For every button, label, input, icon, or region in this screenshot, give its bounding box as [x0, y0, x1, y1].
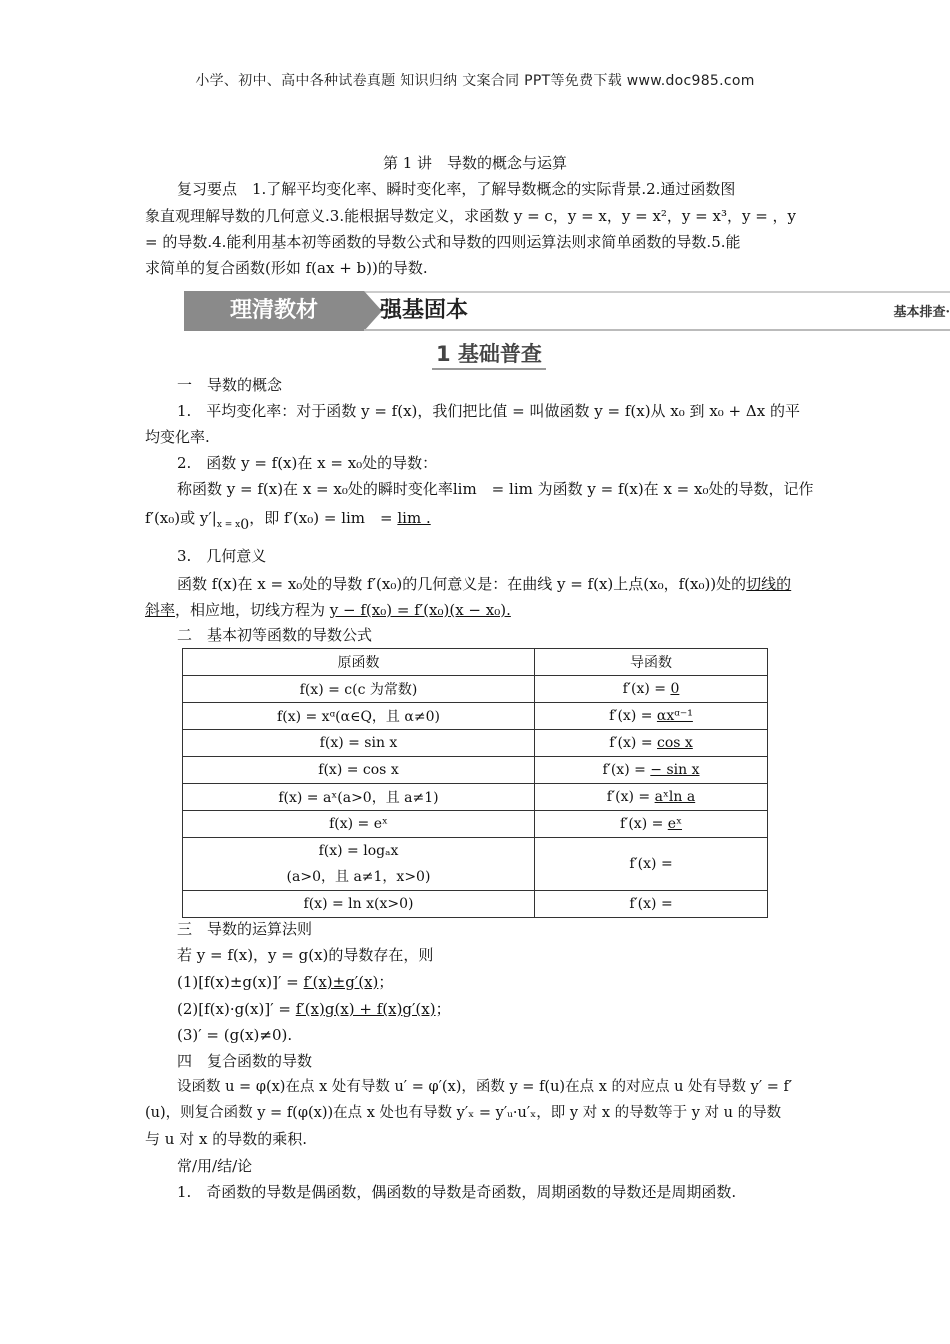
rule-1-lhs: (1)[f(x)±g(x)]′ =: [177, 973, 304, 991]
s1-p4-underline: lim .: [397, 509, 431, 527]
deriv-answer: cos x: [657, 735, 693, 751]
deriv-answer: aˣln a: [654, 789, 696, 805]
rule-2-lhs: (2)[f(x)·g(x)]′ =: [177, 1000, 296, 1018]
table-row: [183, 730, 768, 757]
table-row: [183, 676, 768, 703]
fn-line-2: (a>0，且 a≠1，x>0): [286, 869, 431, 885]
table-header: 原函数: [183, 649, 535, 676]
table-row: [183, 838, 768, 891]
section-banner: [184, 291, 950, 331]
table-row: [183, 891, 768, 918]
s1-p4c: ，即 f′(x₀) = lim =: [249, 509, 398, 527]
fn-line-1: f(x) = logₐx: [318, 843, 399, 859]
s1-p3: 称函数 y = f(x)在 x = x₀处的瞬时变化率lim = lim 为函数 y = f(x)在 x = x₀处的导数，记作: [177, 480, 814, 498]
table-cell-fn: f(x) = c(c 为常数): [183, 676, 535, 703]
s4-p2: (u)，则复合函数 y = f(φ(x))在点 x 处也有导数 y′ₓ = y′ᵤ·u′ₓ，即 y 对 x 的导数等于 y 对 u 的导数: [145, 1105, 782, 1121]
subheading: 1 基础普查: [432, 338, 546, 370]
deriv-prefix: f′(x) =: [629, 896, 673, 912]
deriv-prefix: f′(x) =: [602, 762, 651, 778]
s5-p1: 1. 奇函数的导数是偶函数，偶函数的导数是奇函数，周期函数的导数还是周期函数.: [177, 1183, 737, 1201]
banner-left-label: 理清教材: [184, 291, 364, 331]
section-2-heading: 二 基本初等函数的导数公式: [177, 626, 373, 644]
table-cell-fn: f(x) = xᵅ(α∈Q，且 α≠0): [183, 703, 535, 730]
deriv-answer: − sin x: [650, 762, 700, 778]
table-cell-fn: f(x) = sin x: [183, 730, 535, 757]
derivative-table: [182, 648, 768, 918]
rule-1-end: ；: [378, 973, 394, 991]
table-row: [183, 757, 768, 784]
table-cell-deriv: [535, 891, 768, 918]
intro-line-1: 复习要点 1.了解平均变化率、瞬时变化率，了解导数概念的实际背景.2.通过函数图: [177, 180, 736, 198]
table-cell-fn: f(x) = eˣ: [183, 811, 535, 838]
table-cell-deriv: [535, 838, 768, 891]
s1-p2: 2. 函数 y = f(x)在 x = x₀处的导数：: [177, 454, 438, 472]
s1-p7a: ，相应地，切线方程为: [175, 601, 330, 619]
intro-line-2: 象直观理解导数的几何意义.3.能根据导数定义，求函数 y = c，y = x，y = x²，y = x³，y = ，y: [145, 207, 797, 225]
s1-p6-underline: 切线的: [746, 575, 792, 593]
deriv-prefix: f′(x) =: [629, 856, 673, 872]
table-header: 导函数: [535, 649, 768, 676]
table-cell-fn: [183, 838, 535, 891]
section-3-heading: 三 导数的运算法则: [177, 920, 313, 938]
page-header: 小学、初中、高中各种试卷真题 知识归纳 文案合同 PPT等免费下载 www.doc985.com: [195, 73, 755, 89]
s1-p6a: 函数 f(x)在 x = x₀处的导数 f′(x₀)的几何意义是：在曲线 y = f(x)上点(x₀，f(x₀))处的: [177, 575, 747, 593]
deriv-prefix: f′(x) =: [619, 816, 668, 832]
s1-p5: 3. 几何意义: [177, 547, 267, 565]
s1-p4: [145, 505, 807, 538]
s3-rule-1: [145, 969, 839, 995]
s1-p7-underline-1: 斜率: [145, 601, 176, 619]
s3-p1: 若 y = f(x)，y = g(x)的导数存在，则: [177, 946, 434, 964]
table-cell-deriv: [535, 784, 768, 811]
lesson-title: 第 1 讲 导数的概念与运算: [382, 154, 568, 172]
table-row: [183, 703, 768, 730]
deriv-answer: 0: [670, 681, 680, 697]
s1-p4a: f′(x₀)或 y′|: [145, 509, 217, 527]
rule-1-answer: f′(x)±g′(x): [303, 973, 379, 991]
table-cell-deriv: [535, 730, 768, 757]
banner-right-label: 基本排查·: [893, 305, 950, 320]
rule-2-answer: f′(x)g(x) + f(x)g′(x): [295, 1000, 436, 1018]
table-row: [183, 784, 768, 811]
s3-rule-2: [145, 996, 839, 1022]
deriv-prefix: f′(x) =: [606, 789, 655, 805]
table-row: [183, 811, 768, 838]
deriv-answer: eˣ: [667, 816, 683, 832]
intro-line-3: = 的导数.4.能利用基本初等函数的导数公式和导数的四则运算法则求简单函数的导数.5.能: [145, 233, 741, 251]
s1-p7-underline-2: y − f(x₀) = f′(x₀)(x − x₀).: [329, 601, 511, 619]
table-cell-deriv: [535, 703, 768, 730]
rule-2-end: ；: [435, 1000, 451, 1018]
deriv-prefix: f′(x) =: [609, 708, 657, 724]
table-cell-fn: f(x) = cos x: [183, 757, 535, 784]
table-cell-deriv: [535, 676, 768, 703]
deriv-prefix: f′(x) =: [622, 681, 671, 697]
s1-p1b: 均变化率.: [145, 428, 210, 446]
table-cell-deriv: [535, 757, 768, 784]
deriv-prefix: f′(x) =: [609, 735, 657, 751]
section-1-heading: 一 导数的概念: [177, 376, 283, 394]
s4-p1: 设函数 u = φ(x)在点 x 处有导数 u′ = φ′(x)，函数 y = f(u)在点 x 的对应点 u 处有导数 y′ = f′: [177, 1079, 793, 1095]
s4-p3: 与 u 对 x 的导数的乘积.: [145, 1130, 307, 1148]
banner-mid-label: 强基固本: [380, 298, 469, 323]
section-4-heading: 四 复合函数的导数: [177, 1052, 313, 1070]
s1-p7: [145, 597, 807, 623]
table-cell-deriv: [535, 811, 768, 838]
table-cell-fn: f(x) = aˣ(a>0，且 a≠1): [183, 784, 535, 811]
s1-p6: [145, 571, 839, 597]
table-cell-fn: f(x) = ln x(x>0): [183, 891, 535, 918]
table-header-row: [183, 649, 768, 676]
deriv-answer: αxᵅ⁻¹: [656, 708, 693, 724]
s1-p4-sub: x = x: [216, 520, 241, 530]
s1-p1a: 1. 平均变化率：对于函数 y = f(x)，我们把比值 = 叫做函数 y = f(x)从 x₀ 到 x₀ + Δx 的平: [177, 402, 800, 420]
intro-line-4: 求简单的复合函数(形如 f(ax + b))的导数.: [145, 259, 428, 277]
s3-rule-3: (3)′ = (g(x)≠0).: [177, 1026, 293, 1044]
s1-p4b: 0: [240, 517, 250, 533]
section-5-heading: 常/用/结/论: [177, 1157, 253, 1175]
